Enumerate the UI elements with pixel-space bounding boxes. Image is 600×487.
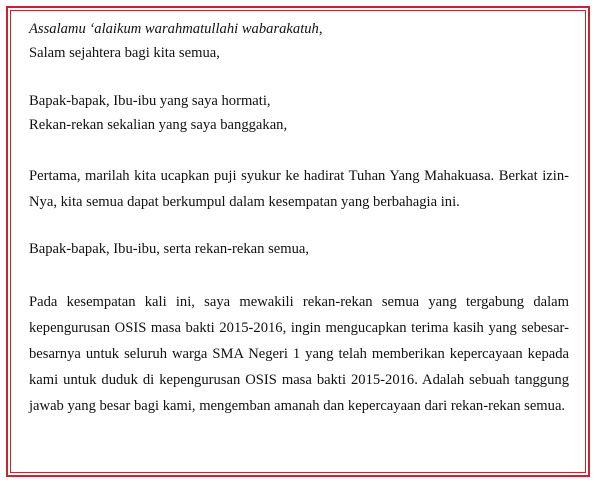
paragraph-1: Pertama, marilah kita ucapkan puji syukur ke hadirat Tuhan Yang Mahakuasa. Berkat izin-Nya, kita semua dapat berkumpul dalam kesempatan yang berbahagia ini.: [29, 168, 569, 210]
spacer: [29, 261, 569, 289]
paragraph-2: Pada kesempatan kali ini, saya mewakili rekan-rekan semua yang tergabung dalam kepengurusan OSIS masa bakti 2015-2016, ingin mengucapkan terima kasih yang sebesar-besarnya untuk seluruh warga SMA Negeri 1 yang telah memberikan kepercayaan kepada kami untuk duduk di kepengurusan OSIS masa bakti 2015-2016. Adalah sebuah tanggung jawab yang besar bagi kami, mengemban amanah dan kepercayaan dari rekan-rekan semua.: [29, 294, 569, 414]
spacer: [29, 137, 569, 161]
spacer: [29, 65, 569, 89]
speech-text: [29, 17, 569, 419]
greeting-line: Assalamu ‘alaikum warahmatullahi wabarakatuh,: [29, 21, 323, 37]
salutation-line: Salam sejahtera bagi kita semua,: [29, 45, 220, 61]
spacer: [29, 215, 569, 237]
address-line-2: Rekan-rekan sekalian yang saya banggakan,: [29, 117, 288, 133]
address-line-3: Bapak-bapak, Ibu-ibu, serta rekan-rekan semua,: [29, 241, 309, 257]
address-line-1: Bapak-bapak, Ibu-ibu yang saya hormati,: [29, 93, 271, 109]
